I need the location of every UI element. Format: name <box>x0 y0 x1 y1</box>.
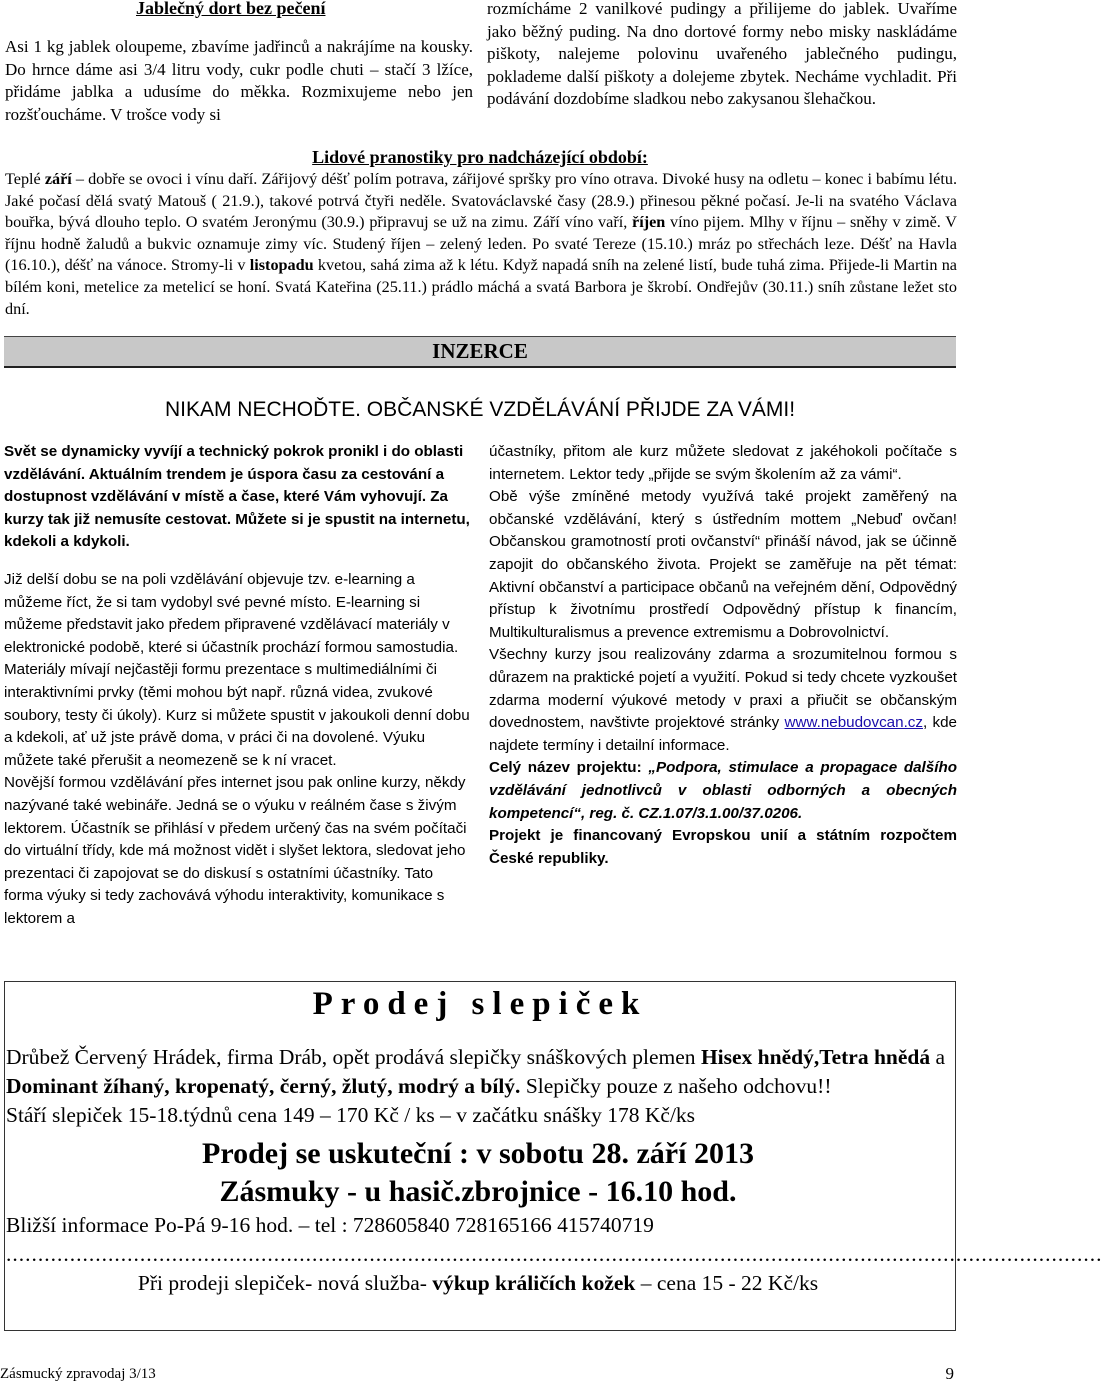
recipe-title: Jablečný dort bez pečení <box>136 0 326 18</box>
project-website-link[interactable]: www.nebudovcan.cz <box>784 714 923 732</box>
rabbit-skins-service: Při prodeji slepiček- nová služba- výkup králičích kožek – cena 15 - 22 Kč/ks <box>137 1271 819 1295</box>
recipe-text-right: rozmícháme 2 vanilkové pudingy a přilijeme do jablek. Uvaříme jako běžný puding. Na dno dortové formy nebo misky naskládáme piškoty, nalejeme polovinu uvařeného jablečného pudingu, poklademe další piškoty a dolejeme zbytek. Necháme vychladit. Při podávání dozdobíme sladkou nebo zakysanou šlehačkou. <box>487 0 957 108</box>
sale-date: Prodej se uskuteční : v sobotu 28. září 2013 <box>202 1137 754 1170</box>
chicken-sale-title: Prodej slepiček <box>312 986 648 1022</box>
ad-column-right <box>489 441 957 870</box>
proverbs-text: Teplé září – dobře se ovoci i vínu daří. Zářijový déšť polím potrava, zářijové spršky pro víno otrava. Divoké husy na odletu – konec i babímu létu. Jaké počasí dělá svatý Matouš ( 21.9.), takové potrvá čtyři neděle. Svatováclavské časy (28.9.) přinesou pěkné počasí. Je-li na svatého Václava bouřka, bývá dlouho teplo. O svatém Jeronýmu (30.9.) připravuj se už na zimu. Září víno vaří, říjen víno pijem. Mlhy v říjnu – sněhy v zimě. V říjnu hodně žaludů a bukvic oznamuje zimy víc. Studený říjen – zelený leden. Po svaté Tereze (15.10.) mráz po střechách leze. Déšť na Havla (16.10.), déšť na vánoce. Stromy-li v listopadu kvetou, sahá zima až k létu. Když napadá sníh na zelené listí, bude tuhá zima. Přijede-li Martin na bílém koni, metelice za metelicí se honí. Svatá Kateřina (25.11.) prádlo máchá a svatá Barbora je škrobí. Ondřejův (30.11.) sníh zůstane ležet sto dní. <box>5 170 958 318</box>
recipe-text-left: Asi 1 kg jablek oloupeme, zbavíme jadřinců a nakrájíme na kousky. Do hrnce dáme asi 3/4 litru vody, cukr podle chuti – stačí 3 lžíce, přidáme jablka a udusíme do měkka. Rozmixujeme nebo jen rozšťoucháme. V trošce vody si <box>5 37 473 124</box>
ad-column-left <box>4 441 471 930</box>
ad-right-paragraph-2: Obě výše zmíněné metody využívá také projekt zaměřený na občanské vzdělávání, který s ústředním mottem „Nebuď ovčan! Občanskou gramotností proti ovčanství“ přináší návod, jak se účinně zapojit do občanského života. Projekt se zaměřuje na pět témat: Aktivní občanství a participace občanů na veřejném dění, Odpovědný přístup k životnímu prostředí Odpovědný přístup k financím, Multikulturalismus a prevence extremismu a Dobrovolnictví. <box>489 488 957 641</box>
page-number: 9 <box>945 1364 954 1383</box>
ad-elearning-paragraph: Již delší dobu se na poli vzdělávání objevuje tzv. e-learning a můžeme říct, že si tam vydobyl své pevné místo. E-learning si můžeme představit jako předem připravené vzdělávací materiály v elektronické podobě, které si účastník prochází formou samostudia. Materiály mívají nejčastěji formu prezentace s multimediálními či interaktivními prvky (těmi mohou být např. různá videa, zvukové soubory, testy či úkoly). Kurz si můžete spustit v jakoukoli denní dobu a kdekoli, ať už jste právě doma, v práci či na dovolené. Výuku můžete také přerušit a neomezeně se k ní vracet. <box>4 570 470 769</box>
chicken-prices: Stáří slepiček 15-18.týdnů cena 149 – 170 Kč / ks – v začátku snášky 178 Kč/ks <box>6 1103 696 1127</box>
ad-project-name: Celý název projektu: „Podpora, stimulace a propagace dalšího vzdělávání jednotlivců v oblasti odborných a obecných kompetencí“, reg. č. CZ.1.07/3.1.00/37.0206. <box>489 759 957 822</box>
inzerce-label: INZERCE <box>432 339 528 363</box>
chicken-breeds: Drůbež Červený Hrádek, firma Dráb, opět prodává slepičky snáškových plemen Hisex hnědý,Tetra hnědá a Dominant žíhaný, kropenatý, černý, žlutý, modrý a bílý. Slepičky pouze z našeho odchovu!! <box>6 1045 946 1098</box>
ad-online-paragraph: Novější formou vzdělávání přes internet jsou pak online kurzy, někdy nazývané také webináře. Jedná se o výuku v reálném čase s živým lektorem. Účastník se přihlásí v předem určený čas na svém počítači do virtuální třídy, kde má možnost vidět i slyšet lektora, sledovat jeho prezentaci či zapojovat se do diskusí s ostatními účastníky. Tato forma výuky si tedy zachovává výhodu interaktivity, komunikace s lektorem a <box>4 774 467 927</box>
sale-place: Zásmuky - u hasič.zbrojnice - 16.10 hod. <box>219 1175 737 1208</box>
contact-info: Bližší informace Po-Pá 9-16 hod. – tel : 728605840 728165166 415740719 <box>6 1213 654 1237</box>
ad-funding: Projekt je financovaný Evropskou unií a státním rozpočtem České republiky. <box>489 827 957 867</box>
ad-headline: NIKAM NECHOĎTE. OBČANSKÉ VZDĚLÁVÁNÍ PŘIJDE ZA VÁMI! <box>164 398 796 421</box>
footer-publication: Zásmucký zpravodaj 3/13 <box>0 1366 156 1382</box>
ad-right-paragraph-3: Všechny kurzy jsou realizovány zdarma a srozumitelnou formou s důrazem na praktické pojetí a využití. Pokud si tedy chcete vyzkoušet zdarma moderní výukové metody v praxi a přiučit se občanským dovednostem, navštivte projektové stránky www.nebudovcan.cz, kde najdete termíny i detailní informace. <box>489 646 957 754</box>
dotted-divider: ............................................................................................................................................................................ <box>6 1242 1103 1266</box>
ad-intro: Svět se dynamicky vyvíjí a technický pokrok pronikl i do oblasti vzdělávání. Aktuálním trendem je úspora času za cestování a dostupnost vzdělávání v místě a čase, které Vám vyhovují. Za kurzy tak již nemusíte cestovat. Můžete si je spustit na internetu, kdekoli a kdykoli. <box>4 443 470 551</box>
chicken-sale-body <box>6 1043 1103 1298</box>
ad-right-paragraph-1: účastníky, přitom ale kurz můžete sledovat z jakéhokoli počítače s internetem. Lektor tedy „přijde se svým školením až za vámi“. <box>489 443 957 483</box>
proverbs-title: Lidové pranostiky pro nadcházející období: <box>312 147 648 167</box>
